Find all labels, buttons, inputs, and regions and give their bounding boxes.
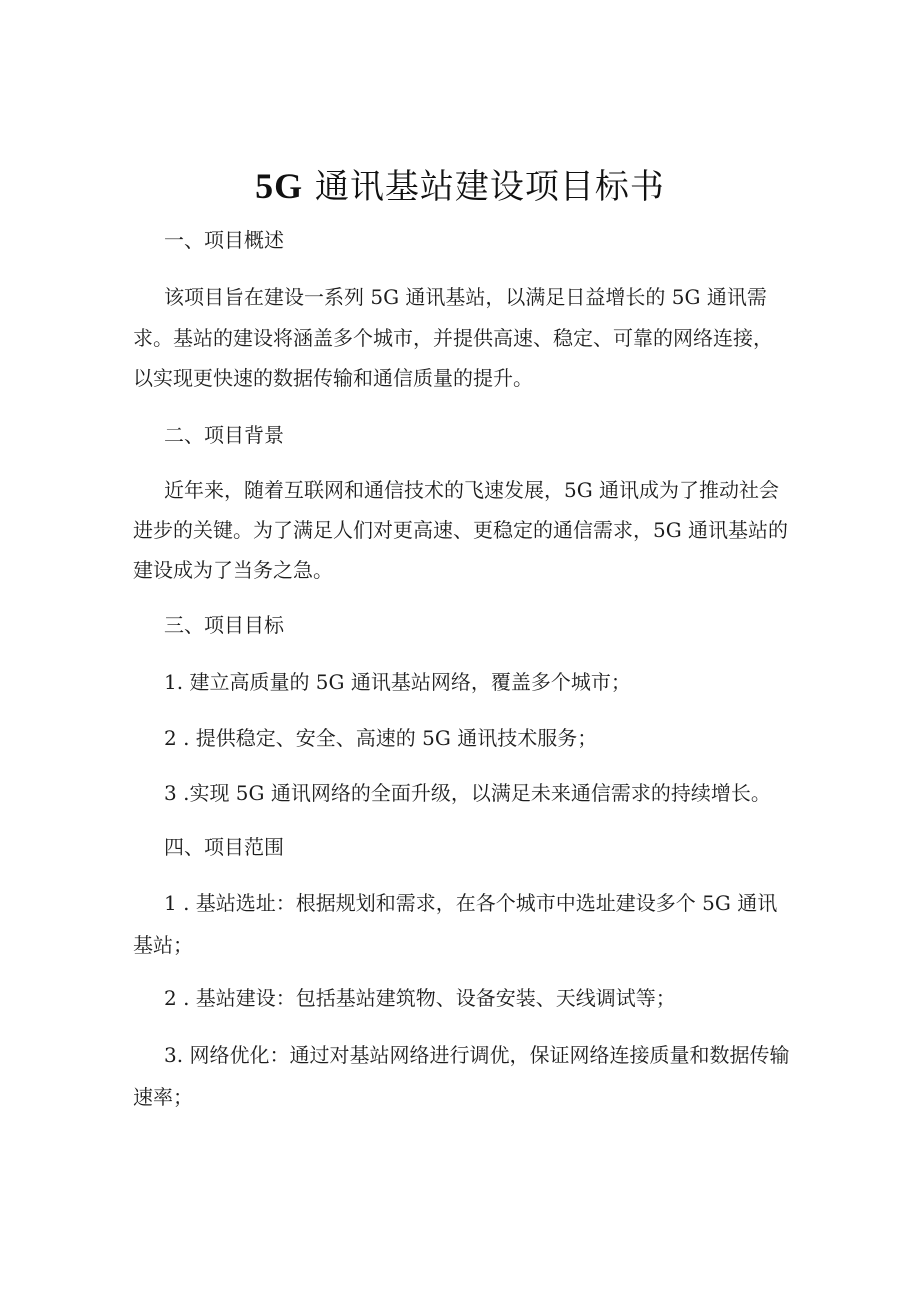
title-prefix: 5G xyxy=(255,166,304,206)
list-item: 3 .实现 5G 通讯网络的全面升级，以满足未来通信需求的持续增长。 xyxy=(164,781,771,805)
paragraph-line: 以实现更快速的数据传输和通信质量的提升。 xyxy=(133,366,533,390)
list-item-continuation: 基站； xyxy=(133,933,193,957)
list-item: 1 . 基站选址：根据规划和需求，在各个城市中选址建设多个 5G 通讯 xyxy=(164,891,778,915)
section-heading-scope: 四、项目范围 xyxy=(164,835,284,859)
paragraph-line: 近年来，随着互联网和通信技术的飞速发展，5G 通讯成为了推动社会 xyxy=(164,478,780,502)
title-text: 通讯基站建设项目标书 xyxy=(303,167,665,207)
list-item-continuation: 速率； xyxy=(133,1085,193,1109)
section-heading-overview: 一、项目概述 xyxy=(164,228,284,252)
list-item: 2 . 提供稳定、安全、高速的 5G 通讯技术服务； xyxy=(164,726,598,750)
section-heading-goals: 三、项目目标 xyxy=(164,613,284,637)
section-heading-background: 二、项目背景 xyxy=(164,423,284,447)
document-title xyxy=(0,164,920,209)
list-item: 3. 网络优化：通过对基站网络进行调优，保证网络连接质量和数据传输 xyxy=(164,1043,790,1067)
paragraph-line: 建设成为了当务之急。 xyxy=(133,558,333,582)
paragraph-line: 该项目旨在建设一系列 5G 通讯基站，以满足日益增长的 5G 通讯需 xyxy=(164,285,767,309)
paragraph-line: 进步的关键。为了满足人们对更高速、更稳定的通信需求，5G 通讯基站的 xyxy=(133,518,789,542)
paragraph-line: 求。基站的建设将涵盖多个城市，并提供高速、稳定、可靠的网络连接， xyxy=(133,326,773,350)
list-item: 1. 建立高质量的 5G 通讯基站网络，覆盖多个城市； xyxy=(164,670,631,694)
list-item: 2 . 基站建设：包括基站建筑物、设备安装、天线调试等； xyxy=(164,986,676,1010)
